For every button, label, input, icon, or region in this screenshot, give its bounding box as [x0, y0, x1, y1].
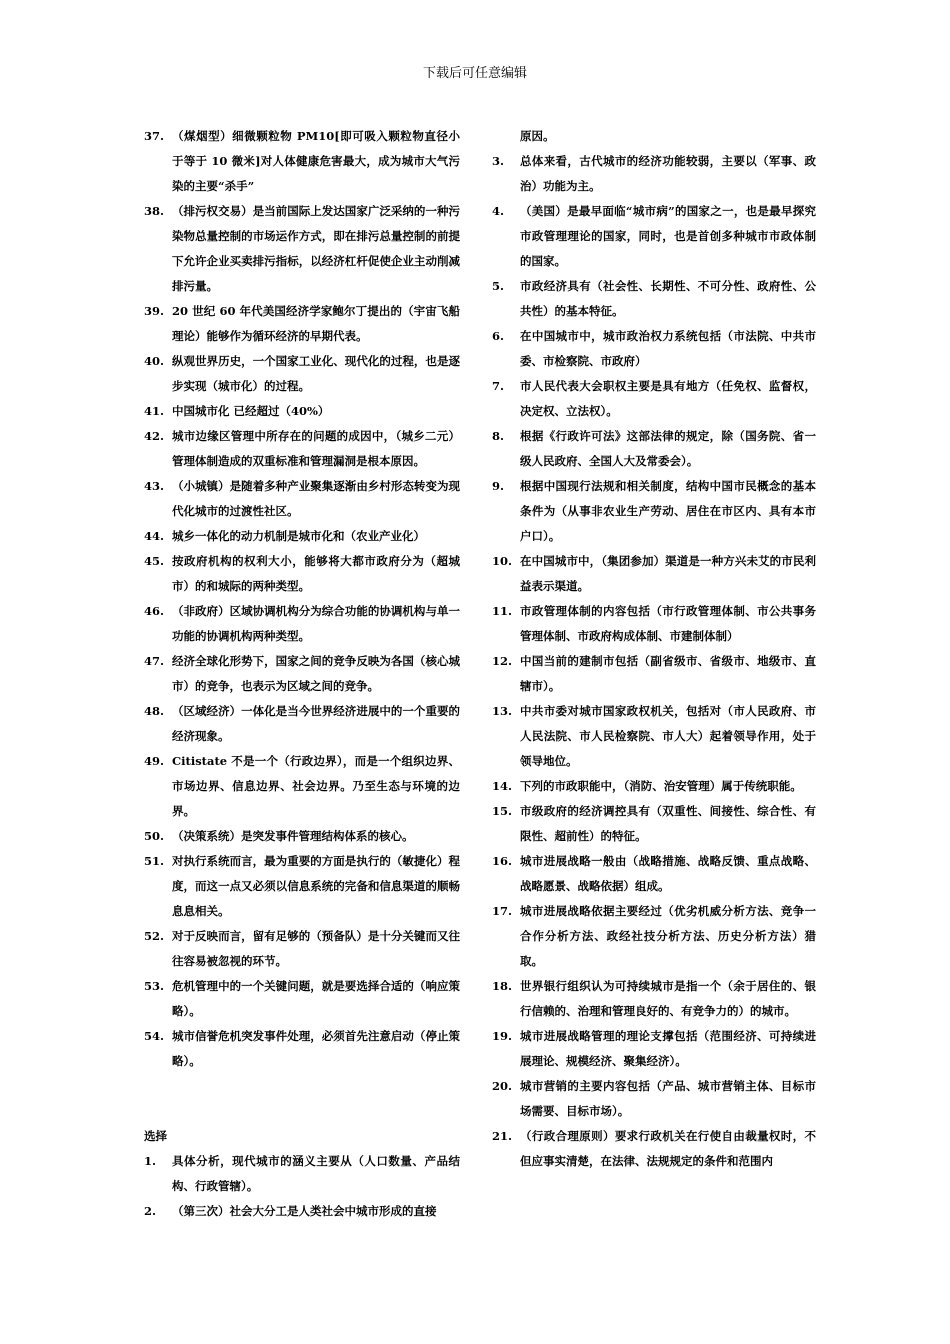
list-item: [144, 399, 460, 424]
list-item: [144, 1149, 460, 1199]
item-number: 7.: [492, 379, 505, 393]
page-header: 下载后可任意编辑: [422, 66, 527, 81]
item-number: 52.: [144, 929, 165, 943]
item-number: 18.: [492, 979, 513, 993]
list-item: [492, 1074, 816, 1124]
list-item: [492, 374, 816, 424]
item-text: 城市进展战略管理的理论支撑包括（范围经济、可持续进展理论、规模经济、聚集经济）。: [520, 1029, 816, 1068]
question-list-left: [144, 124, 460, 1074]
item-text: 按政府机构的权利大小，能够将大都市政府分为（超城市）的和城际的两种类型。: [172, 554, 460, 593]
list-item: [144, 699, 460, 749]
list-item: [144, 924, 460, 974]
item-text: 城市进展战略一般由（战略措施、战略反馈、重点战略、战略愿景、战略依据）组成。: [520, 854, 816, 893]
item-text: 在中国城市中，（集团参加）渠道是一种方兴未艾的市民利益表示渠道。: [520, 554, 816, 593]
item-number: 41.: [144, 404, 165, 418]
item-number: 45.: [144, 554, 165, 568]
list-item: [144, 849, 460, 924]
item-text: （行政合理原则）要求行政机关在行使自由裁量权时，不但应事实清楚，在法律、法规规定的条件和范围内: [520, 1129, 816, 1168]
list-item: [492, 849, 816, 899]
item-text: 在中国城市中，城市政治权力系统包括（市法院、中共市委、市检察院、市政府）: [520, 329, 816, 368]
item-text: Citistate 不是一个（行政边界），而是一个组织边界、市场边界、信息边界、社会边界。乃至生态与环境的边界。: [172, 754, 460, 818]
item-text: 市级政府的经济调控具有（双重性、间接性、综合性、有限性、超前性）的特征。: [520, 804, 816, 843]
item-text: （非政府）区域协调机构分为综合功能的协调机构与单一功能的协调机构两种类型。: [172, 604, 460, 643]
item-text: （小城镇）是随着多种产业聚集逐渐由乡村形态转变为现代化城市的过渡性社区。: [172, 479, 460, 518]
item-text: 中国城市化 已经超过（40%）: [172, 404, 330, 418]
item-text: （煤烟型）细微颗粒物 PM10[即可吸入颗粒物直径小于等于 10 微米]对人体健康危害最大，成为城市大气污染的主要“杀手”: [172, 129, 460, 193]
item-text: 对执行系统而言，最为重要的方面是执行的（敏捷化）程度，而这一点又必须以信息系统的完备和信息渠道的顺畅息息相关。: [172, 854, 460, 918]
item-number: 37.: [144, 129, 165, 143]
item-text: 对于反映而言，留有足够的（预备队）是十分关键而又往往容易被忽视的环节。: [172, 929, 460, 968]
list-item: [492, 699, 816, 774]
list-item: [144, 549, 460, 599]
item-number: 3.: [492, 154, 505, 168]
item-number: 47.: [144, 654, 165, 668]
list-item: [144, 1024, 460, 1074]
list-item: [492, 974, 816, 1024]
list-item: [492, 424, 816, 474]
item-number: 9.: [492, 479, 505, 493]
item-number: 20.: [492, 1079, 513, 1093]
item-text: 世界银行组织认为可持续城市是指一个（余于居住的、银行信赖的、治理和管理良好的、有竞争力的）的城市。: [520, 979, 816, 1018]
item-number: 49.: [144, 754, 165, 768]
item-text: 经济全球化形势下，国家之间的竞争反映为各国（核心城市）的竞争，也表示为区域之间的竞争。: [172, 654, 460, 693]
right-column: [492, 124, 816, 1174]
item-number: 5.: [492, 279, 505, 293]
item-text: （美国）是最早面临“城市病”的国家之一，也是最早探究市政管理理论的国家，同时，也是首创多种城市市政体制的国家。: [520, 204, 816, 268]
item-number: 10.: [492, 554, 513, 568]
list-item: [492, 1024, 816, 1074]
item-text: （决策系统）是突发事件管理结构体系的核心。: [172, 829, 414, 843]
item-text: 中共市委对城市国家政权机关，包括对（市人民政府、市人民法院、市人民检察院、市人大）起着领导作用，处于领导地位。: [520, 704, 816, 768]
item-number: 19.: [492, 1029, 513, 1043]
spacer: [144, 1074, 460, 1124]
item-text: 城市边缘区管理中所存在的问题的成因中，（城乡二元）管理体制造成的双重标准和管理漏洞是根本原因。: [172, 429, 460, 468]
item-text: 市人民代表大会职权主要是具有地方（任免权、监督权，决定权、立法权）。: [520, 379, 816, 418]
question-list-left-choice: [144, 1149, 460, 1224]
list-item: [492, 899, 816, 974]
item-number: 14.: [492, 779, 513, 793]
item-number: 50.: [144, 829, 165, 843]
item-text: 具体分析，现代城市的涵义主要从（人口数量、产品结构、行政管辖）。: [172, 1154, 460, 1193]
list-item: [144, 474, 460, 524]
item-number: 6.: [492, 329, 505, 343]
item-number: 46.: [144, 604, 165, 618]
left-column: [144, 124, 460, 1224]
item-text: 城市营销的主要内容包括（产品、城市营销主体、目标市场需要、目标市场）。: [520, 1079, 816, 1118]
item-number: 1.: [144, 1154, 157, 1168]
item-number: 17.: [492, 904, 513, 918]
list-item: [492, 549, 816, 599]
question-list-right: [492, 149, 816, 1174]
list-item: [144, 299, 460, 349]
item-number: 44.: [144, 529, 165, 543]
list-item: [144, 649, 460, 699]
item-number: 12.: [492, 654, 513, 668]
list-item: [492, 649, 816, 699]
item-number: 16.: [492, 854, 513, 868]
item-text: （排污权交易）是当前国际上发达国家广泛采纳的一种污染物总量控制的市场运作方式，即在排污总量控制的前提下允许企业买卖排污指标，以经济杠杆促使企业主动削减排污量。: [172, 204, 460, 293]
item-number: 43.: [144, 479, 165, 493]
item-text: 根据中国现行法规和相关制度，结构中国市民概念的基本条件为（从事非农业生产劳动、居住在市区内、具有本市户口）。: [520, 479, 816, 543]
list-item: [492, 149, 816, 199]
item-number: 39.: [144, 304, 165, 318]
item-number: 11.: [492, 604, 513, 618]
list-item: [144, 124, 460, 199]
item-number: 48.: [144, 704, 165, 718]
item-text: 市政经济具有（社会性、长期性、不可分性、政府性、公共性）的基本特征。: [520, 279, 816, 318]
item-text: 市政管理体制的内容包括（市行政管理体制、市公共事务管理体制、市政府构成体制、市建制体制）: [520, 604, 816, 643]
item-number: 8.: [492, 429, 505, 443]
list-item: [144, 599, 460, 649]
list-item: [144, 974, 460, 1024]
item-number: 51.: [144, 854, 165, 868]
list-item: [492, 324, 816, 374]
list-item: [492, 199, 816, 274]
item-text: 下列的市政职能中，（消防、治安管理）属于传统职能。: [520, 779, 802, 793]
continuation-text: 原因。: [520, 129, 555, 143]
item-number: 38.: [144, 204, 165, 218]
item-text: 20 世纪 60 年代美国经济学家鲍尔丁提出的（宇宙飞船理论）能够作为循环经济的早期代表。: [172, 304, 460, 343]
list-item: [492, 1124, 816, 1174]
item-number: 2.: [144, 1204, 157, 1218]
item-number: 21.: [492, 1129, 513, 1143]
list-item: [144, 824, 460, 849]
list-item: [144, 199, 460, 299]
list-item: [492, 274, 816, 324]
list-item: [144, 524, 460, 549]
item-number: 40.: [144, 354, 165, 368]
item-text: 城市进展战略依据主要经过（优劣机威分析方法、竞争一合作分析方法、政经社技分析方法、历史分析方法）猎取。: [520, 904, 816, 968]
item-number: 42.: [144, 429, 165, 443]
item-number: 53.: [144, 979, 165, 993]
item-text: 城市信誉危机突发事件处理，必须首先注意启动（停止策略）。: [172, 1029, 460, 1068]
item-number: 4.: [492, 204, 505, 218]
item-text: 纵观世界历史，一个国家工业化、现代化的过程，也是逐步实现（城市化）的过程。: [172, 354, 460, 393]
list-item: [492, 799, 816, 849]
item-text: 根据《行政许可法》这部法律的规定，除（国务院、省一级人民政府、全国人大及常委会）。: [520, 429, 816, 468]
item-text: 危机管理中的一个关键问题，就是要选择合适的（响应策略）。: [172, 979, 460, 1018]
section-title: 选择: [144, 1129, 167, 1143]
list-item: [492, 774, 816, 799]
list-item: [492, 474, 816, 549]
list-item: [144, 424, 460, 474]
item-number: 15.: [492, 804, 513, 818]
item-text: （区域经济）一体化是当今世界经济进展中的一个重要的经济现象。: [172, 704, 460, 743]
list-item: [492, 599, 816, 649]
list-item: [144, 1199, 460, 1224]
item-text: 中国当前的建制市包括（副省级市、省级市、地级市、直辖市）。: [520, 654, 816, 693]
item-text: 城乡一体化的动力机制是城市化和（农业产业化）: [172, 529, 425, 543]
list-item: [144, 749, 460, 824]
item-number: 13.: [492, 704, 513, 718]
list-item: [144, 349, 460, 399]
item-text: 总体来看，古代城市的经济功能较弱，主要以（军事、政治）功能为主。: [520, 154, 816, 193]
item-text: （第三次）社会大分工是人类社会中城市形成的直接: [172, 1204, 437, 1218]
item-number: 54.: [144, 1029, 165, 1043]
